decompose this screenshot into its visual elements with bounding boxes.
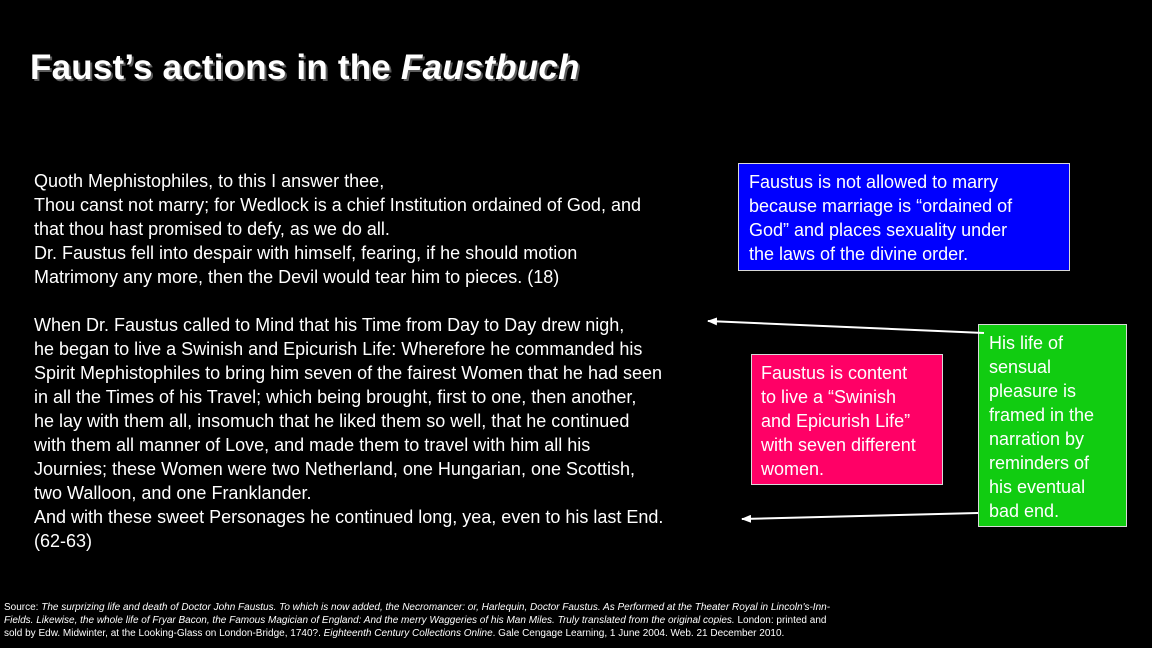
title-main: Faust’s actions in the [30,48,401,87]
callout-line: narration by [989,429,1085,449]
quote-line: Thou canst not marry; for Wedlock is a chief Institution ordained of God, and [34,195,641,215]
callout-line: sensual [989,357,1052,377]
citation-line: Source: The surprizing life and death of Doctor John Faustus. To which is now added, the Necromancer: or, Harlequin, Doctor Faustus. As Performed at the Theater Royal in Lincoln's-Inn- [4,602,831,613]
slide-title [30,48,580,88]
callout-line: Faustus is content [761,363,908,383]
callout-line: framed in the [989,405,1095,425]
quote-line: Spirit Mephistophiles to bring him seven of the fairest Women that he had seen [34,363,663,383]
callout-line: his eventual [989,477,1086,497]
citation-line: sold by Edw. Midwinter, at the Looking-Glass on London-Bridge, 1740?. Eighteenth Century Collections Online. Gale Cengage Learning, 1 June 2004. Web. 21 December 2010. [4,628,785,639]
quote-line: in all the Times of his Travel; which being brought, first to one, then another, [34,387,637,407]
callout-line: because marriage is “ordained of [749,196,1013,216]
quote-line: (62-63) [34,531,93,551]
quote-line: that thou hast promised to defy, as we do all. [34,219,390,239]
arrow-to-first-sentence [708,321,984,333]
quote-line: he lay with them all, insomuch that he liked them so well, that he continued [34,411,630,431]
quote-line: And with these sweet Personages he continued long, yea, even to his last End. [34,507,664,527]
callout-line: women. [761,459,825,479]
callout-swinish-life-note [751,354,943,485]
quote-line: with them all manner of Love, and made them to travel with him all his [34,435,591,455]
callout-line: reminders of [989,453,1090,473]
quote-line: he began to live a Swinish and Epicurish Life: Wherefore he commanded his [34,339,643,359]
quote-marriage [34,169,641,289]
callout-framing-note [978,324,1127,527]
quote-line: Quoth Mephistophiles, to this I answer thee, [34,171,385,191]
quote-line: Dr. Faustus fell into despair with himself, fearing, if he should motion [34,243,578,263]
callout-marriage-note [738,163,1070,271]
callout-line: God” and places sexuality under [749,220,1008,240]
arrow-to-last-sentence [742,513,978,519]
callout-line: His life of [989,333,1064,353]
title-emphasis: Faustbuch [400,48,580,87]
quote-line: Matrimony any more, then the Devil would tear him to pieces. (18) [34,267,560,287]
quote-line: Journies; these Women were two Netherland, one Hungarian, one Scottish, [34,459,636,479]
callout-line: to live a “Swinish [761,387,897,407]
quote-line: two Walloon, and one Franklander. [34,483,312,503]
citation-line: Fields. Likewise, the whole life of Fryar Bacon, the Famous Magician of England: And the merry Waggeries of his Man Miles. Truly translated from the original copies. London: printed and [4,615,827,626]
callout-line: Faustus is not allowed to marry [749,172,999,192]
quote-line: When Dr. Faustus called to Mind that his Time from Day to Day drew nigh, [34,315,625,335]
callout-line: with seven different [761,435,916,455]
callout-line: bad end. [989,501,1060,521]
callout-line: and Epicurish Life” [761,411,911,431]
callout-line: pleasure is [989,381,1077,401]
quote-epicurish-life [34,313,663,553]
source-citation [4,601,830,640]
callout-line: the laws of the divine order. [749,244,969,264]
